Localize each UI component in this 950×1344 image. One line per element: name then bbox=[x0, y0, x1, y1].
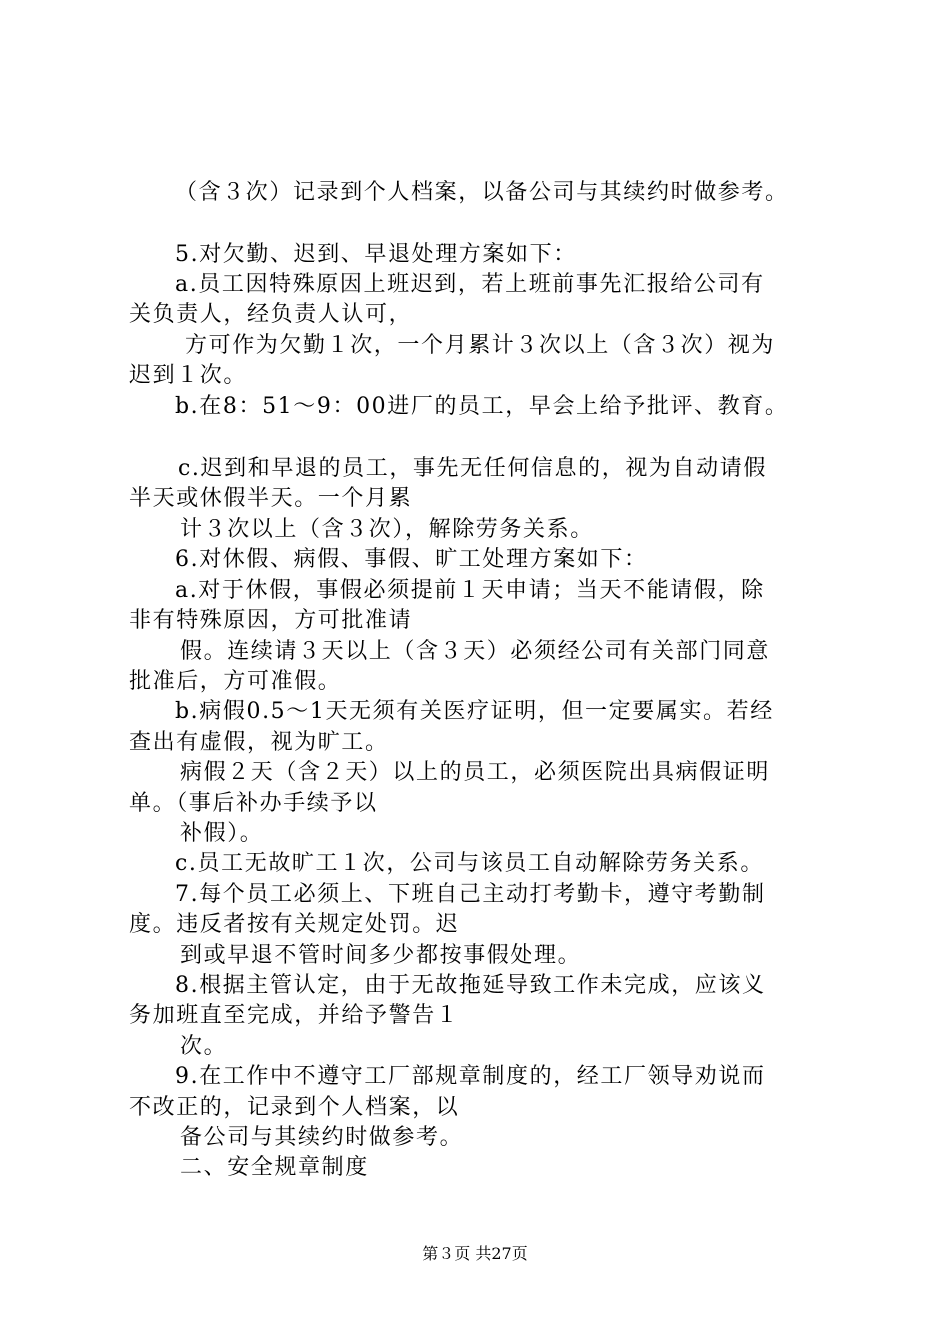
text-line: 7.每个员工必须上、下班自己主动打考勤卡，遵守考勤制 bbox=[175, 882, 766, 907]
text-line: a.员工因特殊原因上班迟到，若上班前事先汇报给公司有 bbox=[175, 272, 765, 297]
page-number-footer: 第３页 共27页 bbox=[422, 1244, 528, 1263]
text-line: c.员工无故旷工１次，公司与该员工自动解除劳务关系。 bbox=[175, 851, 764, 876]
text-line: 8.根据主管认定，由于无故拖延导致工作未完成，应该义 bbox=[175, 973, 766, 998]
text-line: 批准后，方可准假。 bbox=[129, 669, 342, 694]
text-line: 病假２天（含２天）以上的员工，必须医院出具病假证明 bbox=[180, 760, 771, 785]
text-line: b.病假0.5～1天无须有关医疗证明，但一定要属实。若经 bbox=[175, 699, 774, 724]
text-line: 5.对欠勤、迟到、早退处理方案如下： bbox=[175, 242, 577, 267]
text-line: b.在8：51～9：00进厂的员工，早会上给予批评、教育。 bbox=[175, 394, 789, 419]
text-line: 非有特殊原因，方可批准请 bbox=[129, 608, 413, 633]
text-line: 假。连续请３天以上（含３天）必须经公司有关部门同意 bbox=[180, 639, 771, 664]
text-line: 9.在工作中不遵守工厂部规章制度的，经工厂领导劝说而 bbox=[175, 1064, 766, 1089]
text-line: 6.对休假、病假、事假、旷工处理方案如下： bbox=[175, 547, 648, 572]
text-line: 查出有虚假，视为旷工。 bbox=[129, 730, 389, 755]
text-line: 补假）。 bbox=[180, 821, 264, 846]
text-line: 半天或休假半天。一个月累 bbox=[129, 486, 413, 511]
text-line: 不改正的，记录到个人档案，以 bbox=[129, 1095, 460, 1120]
text-line: a.对于休假，事假必须提前１天申请；当天不能请假，除 bbox=[175, 578, 765, 603]
text-line: 度。违反者按有关规定处罚。迟 bbox=[129, 912, 460, 937]
text-line: （含３次）记录到个人档案，以备公司与其续约时做参考。 bbox=[175, 180, 789, 205]
text-line: c.迟到和早退的员工，事先无任何信息的，视为自动请假 bbox=[178, 456, 767, 481]
text-line: 关负责人，经负责人认可， bbox=[129, 302, 413, 327]
text-line: 方可作为欠勤１次，一个月累计３次以上（含３次）视为 bbox=[185, 333, 776, 358]
text-line: 二、安全规章制度 bbox=[180, 1155, 369, 1180]
text-line: 迟到１次。 bbox=[129, 363, 248, 388]
text-line: 单。（事后补办手续予以 bbox=[129, 791, 378, 816]
text-line: 到或早退不管时间多少都按事假处理。 bbox=[180, 943, 582, 968]
text-line: 次。 bbox=[180, 1034, 228, 1059]
text-line: 务加班直至完成，并给予警告１ bbox=[129, 1003, 460, 1028]
text-line: 计３次以上（含３次），解除劳务关系。 bbox=[180, 517, 594, 542]
text-line: 备公司与其续约时做参考。 bbox=[180, 1125, 464, 1150]
